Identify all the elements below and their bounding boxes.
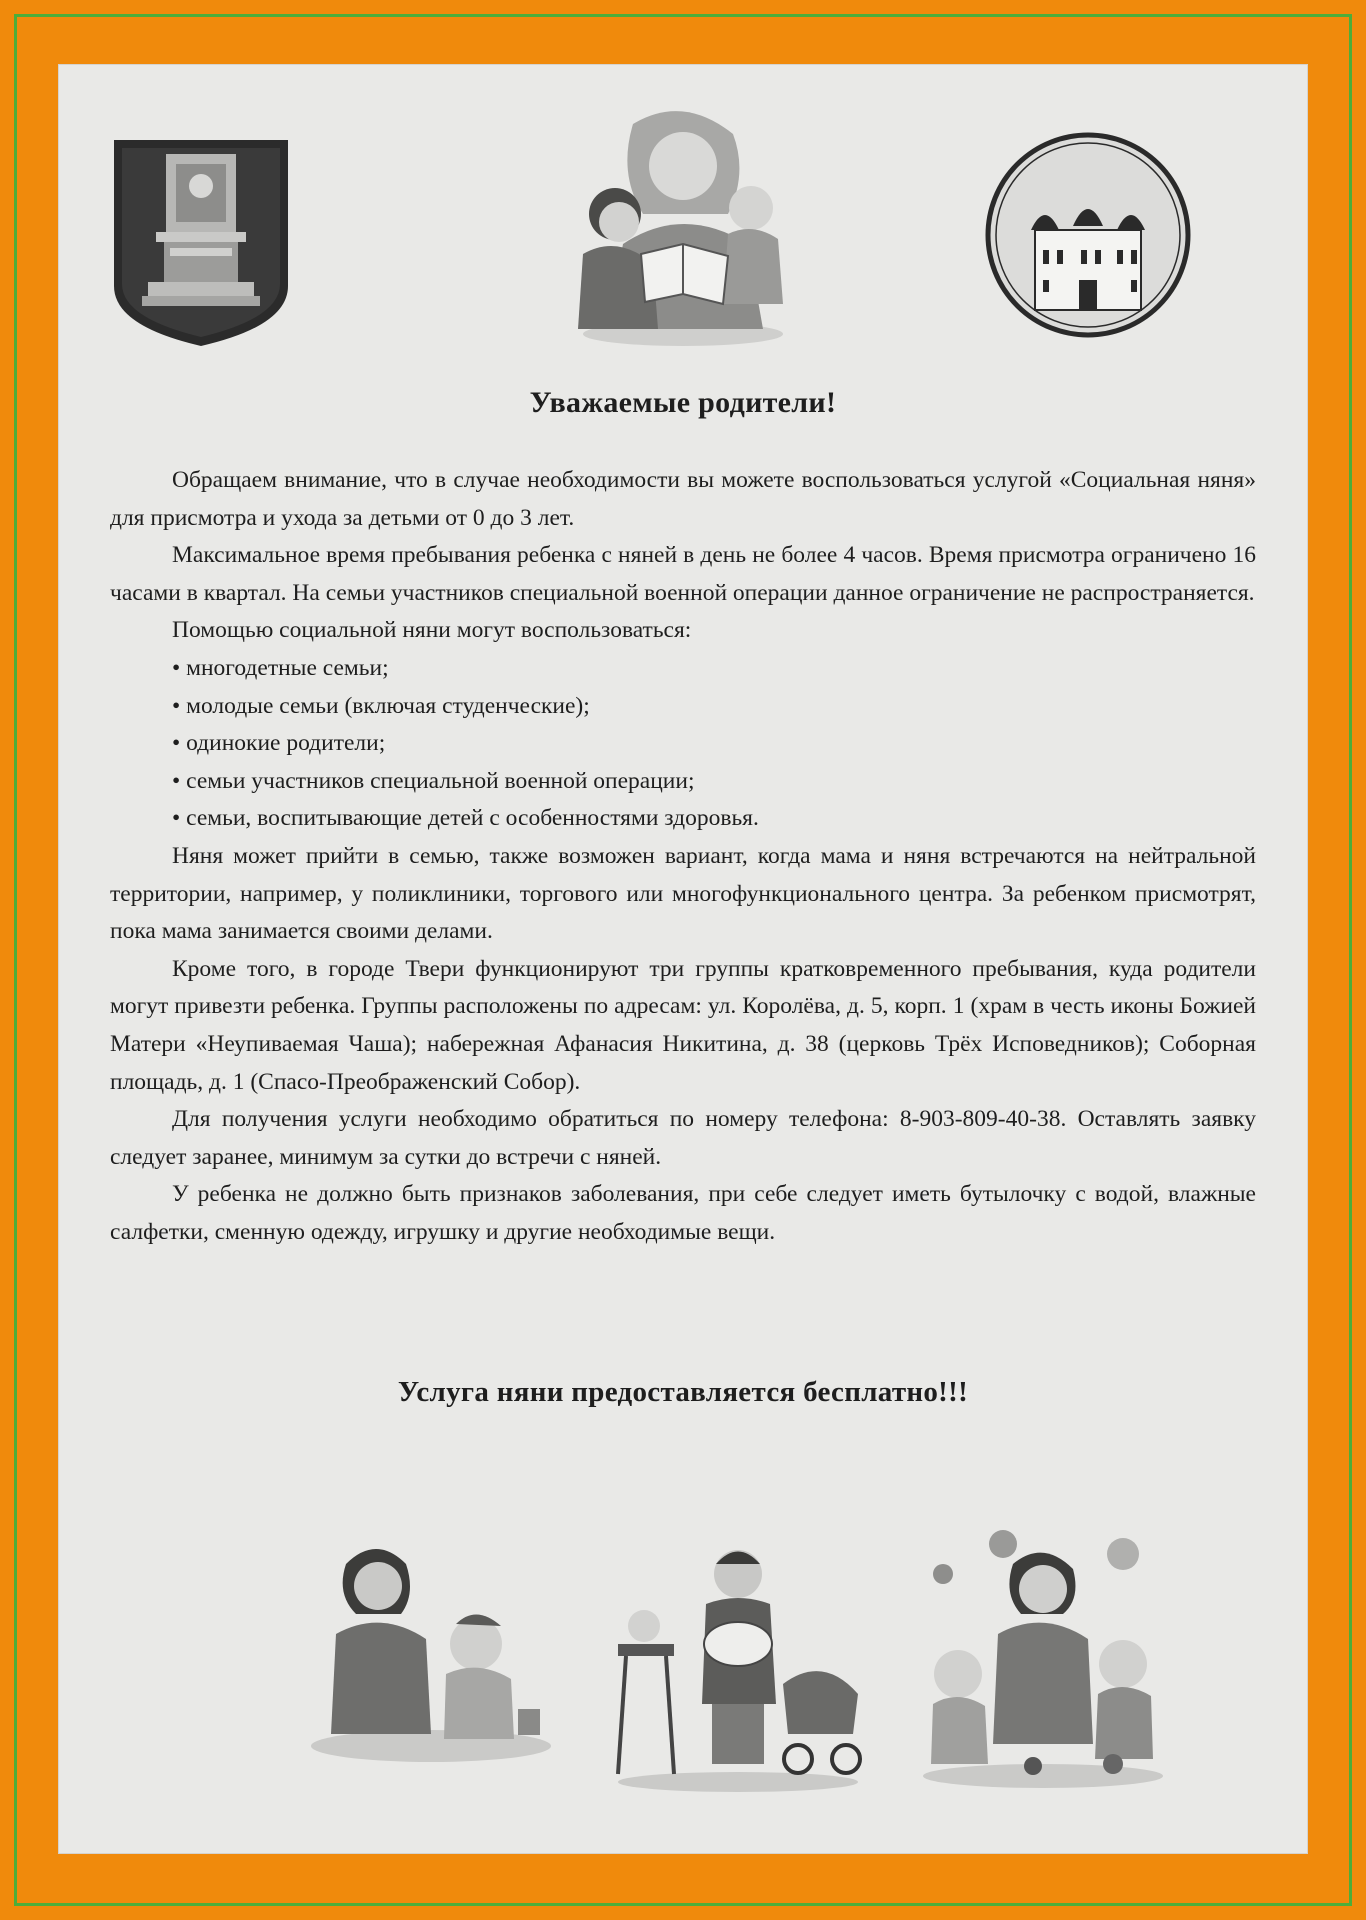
eligible-list <box>110 650 1256 838</box>
flyer-sheet <box>58 64 1308 1854</box>
mother-with-children-illustration <box>913 1514 1173 1794</box>
list-item: • семьи, воспитывающие детей с особенностями здоровья. <box>172 800 1256 838</box>
coat-of-arms-icon <box>108 136 294 350</box>
page-title: Уважаемые родители! <box>529 386 837 419</box>
list-item: • одинокие родители; <box>172 725 1256 763</box>
paragraph: Обращаем внимание, что в случае необходимости вы можете воспользоваться услугой «Социальная няня» для присмотра и ухода за детьми от 0 до 3 лет. <box>110 467 1256 531</box>
list-item: • семьи участников специальной военной операции; <box>172 763 1256 801</box>
header-images <box>58 64 1308 364</box>
nanny-with-stroller-illustration <box>608 1534 868 1794</box>
footer-images <box>58 1444 1308 1804</box>
paragraph: У ребенка не должно быть признаков заболевания, при себе следует иметь бутылочку с водой, влажные салфетки, сменную одежду, игрушку и другие необходимые вещи. <box>110 1181 1256 1245</box>
list-item: • многодетные семьи; <box>172 650 1256 688</box>
paragraph: Кроме того, в городе Твери функционируют три группы кратковременного пребывания, куда родители могут привезти ребенка. Группы расположены по адресам: ул. Королёва, д. 5, корп. 1 (храм в честь иконы Божией Матери «Неупиваемая Чаша); набережная Афанасия Никитина, д. 38 (церковь Трёх Исповедников); Соборная площадь, д. 1 (Спасо-Преображенский Собор). <box>110 955 1256 1095</box>
mother-playing-illustration <box>306 1524 556 1764</box>
paragraph: Няня может прийти в семью, также возможен вариант, когда мама и няня встречаются на нейтральной территории, например, у поликлиники, торгового или многофункционального центра. За ребенком присмотрят, пока мама занимается своими делами. <box>110 842 1256 945</box>
free-service-heading: Услуга няни предоставляется бесплатно!!! <box>397 1376 969 1408</box>
list-item: • молодые семьи (включая студенческие); <box>172 688 1256 726</box>
paragraph: Максимальное время пребывания ребенка с няней в день не более 4 часов. Время присмотра ограничено 16 часами в квартал. На семьи участников специальной военной операции данное ограничение не распространяется. <box>110 542 1256 606</box>
paragraph: Помощью социальной няни могут воспользоваться: <box>172 617 692 644</box>
body-text <box>110 462 1256 1251</box>
kremlin-towers-emblem <box>983 130 1193 340</box>
paragraph: Для получения услуги необходимо обратиться по номеру телефона: 8-903-809-40-38. Оставлять заявку следует заранее, минимум за сутки до встречи с няней. <box>110 1106 1256 1170</box>
nanny-reading-illustration <box>563 104 803 349</box>
